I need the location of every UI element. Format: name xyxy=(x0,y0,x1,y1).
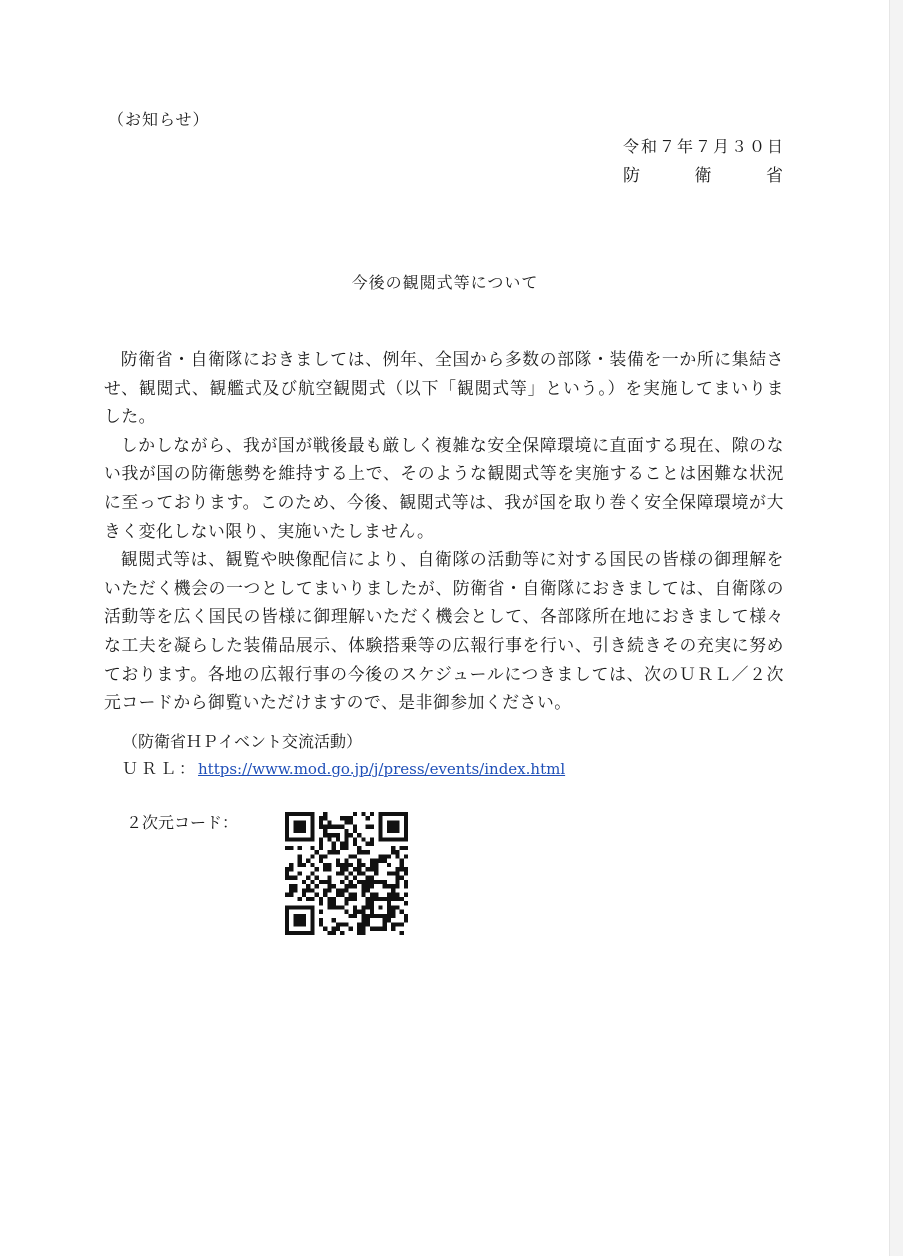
body-paragraph: 防衛省・自衛隊におきましては、例年、全国から多数の部隊・装備を一か所に集結させ、観閲式、観艦式及び航空観閲式（以下「観閲式等」という。）を実施してまいりました。 xyxy=(104,349,784,427)
url-line xyxy=(122,756,565,779)
site-label: （防衛省ＨＰイベント交流活動） xyxy=(122,732,363,751)
notice-label: （お知らせ） xyxy=(108,110,210,129)
url-prefix: ＵＲＬ： xyxy=(122,759,199,778)
events-url-link[interactable]: https://www.mod.go.jp/j/press/events/index.html xyxy=(198,760,566,778)
issuer-char: 防 xyxy=(623,166,640,186)
issue-date: 令和７年７月３０日 xyxy=(623,137,786,156)
qr-code-image[interactable] xyxy=(285,812,408,935)
issuer-char: 省 xyxy=(766,166,783,186)
body-paragraph: 観閲式等は、観覧や映像配信により、自衛隊の活動等に対する国民の皆様の御理解をいただく機会の一つとしてまいりましたが、防衛省・自衛隊におきましては、自衛隊の活動等を広く国民の皆様に御理解いただく機会として、各部隊所在地におきまして様々な工夫を凝らした装備品展示、体験搭乗等の広報行事を行い、引き続きその充実に努めております。各地の広報行事の今後のスケジュールにつきましては、次のＵＲＬ／２次元コードから御覧いただけますので、是非御参加ください。 xyxy=(104,549,784,713)
document-title: 今後の観閲式等について xyxy=(351,273,539,292)
qr-code-label: ２次元コード： xyxy=(126,813,239,832)
document-body xyxy=(104,345,784,717)
issuer-name xyxy=(623,161,783,186)
scrollbar-track[interactable] xyxy=(889,0,903,1256)
issuer-char: 衛 xyxy=(694,166,712,186)
body-paragraph: しかしながら、我が国が戦後最も厳しく複雑な安全保障環境に直面する現在、隙のない我が国の防衛態勢を維持する上で、そのような観閲式等を実施することは困難な状況に至っております。このため、今後、観閲式等は、我が国を取り巻く安全保障環境が大きく変化しない限り、実施いたしません。 xyxy=(104,434,784,541)
